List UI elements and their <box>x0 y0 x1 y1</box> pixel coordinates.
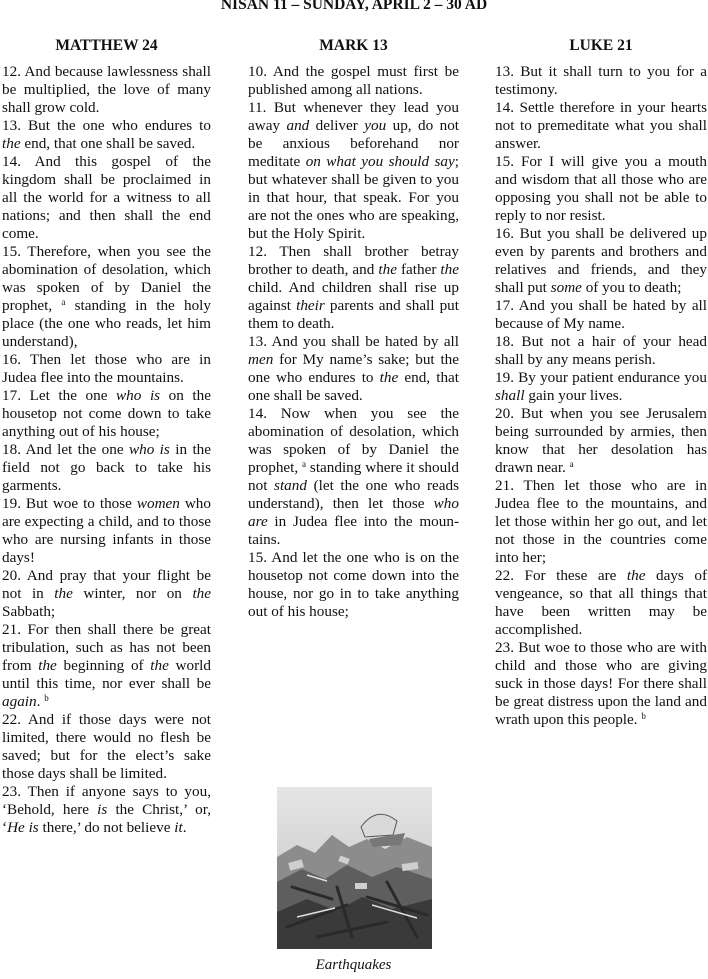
verse: 20. But when you see Jerusalem being surrounded by armies, then know that her desolation has drawn near. $^a$ <box>495 405 707 476</box>
verse: 17. Let the one who is on the housetop not come down to take anything out of his house; <box>2 387 211 440</box>
verse: 19. But woe to those women who are expecting a child, and to those who are nursing infants in those days! <box>2 495 211 566</box>
verse: 18. But not a hair of your head shall by any means perish. <box>495 333 707 368</box>
verse: 22. And if those days were not limited, there would no flesh be saved; but for the elect’s sake those days shall be limited. <box>2 711 211 782</box>
verse: 18. And let the one who is in the field not go back to take his garments. <box>2 441 211 494</box>
verse: 12. And because lawlessness shall be multiplied, the love of many shall grow cold. <box>2 63 211 116</box>
verse: 23. But woe to those who are with child and those who are giving suck in those days! For there shall be great distress upon the land and wrath upon this people. $^b$ <box>495 639 707 728</box>
verse: 13. But it shall turn to you for a testimony. <box>495 63 707 98</box>
verse: 23. Then if anyone says to you, ‘Behold, here is the Christ,’ or, ‘He is there,’ do not believe it. <box>2 783 211 836</box>
verse: 13. And you shall be hated by all men for My name’s sake; but the one who endures to the end, that one shall be saved. <box>248 333 459 404</box>
verse: 21. Then let those who are in Judea flee to the mountains, and let those within her go out, and let not those in the countries come into her; <box>495 477 707 566</box>
verse: 11. But whenever they lead you away and deliver you up, do not be anxious beforehand nor meditate on what you should say; but whatever shall be given to you in that hour, that speak. For you are not the ones who are speaking, but the Holy Spirit. <box>248 99 460 242</box>
verse: 12. Then shall brother betray brother to death, and the father the child. And children shall rise up against their parents and shall put them to death. <box>248 243 459 332</box>
page-title: NISAN 11 – SUNDAY, APRIL 2 – 30 AD <box>220 0 488 13</box>
verse: 16. But you shall be delivered up even by parents and brothers and relatives and friends, and they shall put some of you to death; <box>495 225 707 296</box>
verse: 22. For these are the days of vengeance, so that all things that have been written may be accomplished. <box>495 567 707 638</box>
verse: 14. Settle therefore in your hearts not to premeditate what you shall answer. <box>495 99 707 152</box>
column-heading-luke: LUKE 21 <box>569 37 633 54</box>
mark-column <box>248 63 459 621</box>
verse: 21. For then shall there be great tribulation, such as has not been from the beginning of the world until this time, nor ever shall be again. $^b$ <box>2 621 211 710</box>
photo-caption: Earthquakes <box>315 957 392 973</box>
verse: 15. Therefore, when you see the abomination of desolation, which was spoken of by Daniel the prophet, $^a$ standing in the holy place (the one who reads, let him understand), <box>2 243 211 350</box>
verse: 15. For I will give you a mouth and wisdom that all those who are opposing you shall not be able to reply to nor resist. <box>495 153 707 224</box>
luke-column <box>495 63 707 729</box>
verse: 16. Then let those who are in Judea flee into the mountains. <box>2 351 211 386</box>
verse: 15. And let the one who is on the housetop not come down into the house, nor go in to take anything out of his house; <box>248 549 459 620</box>
verse: 13. But the one who endures to the end, that one shall be saved. <box>2 117 211 152</box>
verse: 14. Now when you see the abomination of desolation, which was spoken of by Daniel the prophet, $^a$ standing where it should not stand (let the one who reads understand), then let those who are in Judea flee into the mountains. <box>248 405 459 548</box>
verse: 19. By your patient endurance you shall gain your lives. <box>495 369 707 404</box>
earthquake-rubble-photo <box>277 787 432 949</box>
earthquake-rubble-icon <box>277 787 432 949</box>
verse: 10. And the gospel must first be published among all nations. <box>248 63 459 98</box>
verse: 20. And pray that your flight be not in the winter, nor on the Sabbath; <box>2 567 211 620</box>
matthew-column <box>2 63 211 837</box>
column-heading-mark: MARK 13 <box>319 37 388 54</box>
verse: 14. And this gospel of the kingdom shall be proclaimed in all the world for a witness to all nations; and then shall the end come. <box>2 153 211 242</box>
verse: 17. And you shall be hated by all because of My name. <box>495 297 707 332</box>
column-heading-matthew: MATTHEW 24 <box>55 37 158 54</box>
